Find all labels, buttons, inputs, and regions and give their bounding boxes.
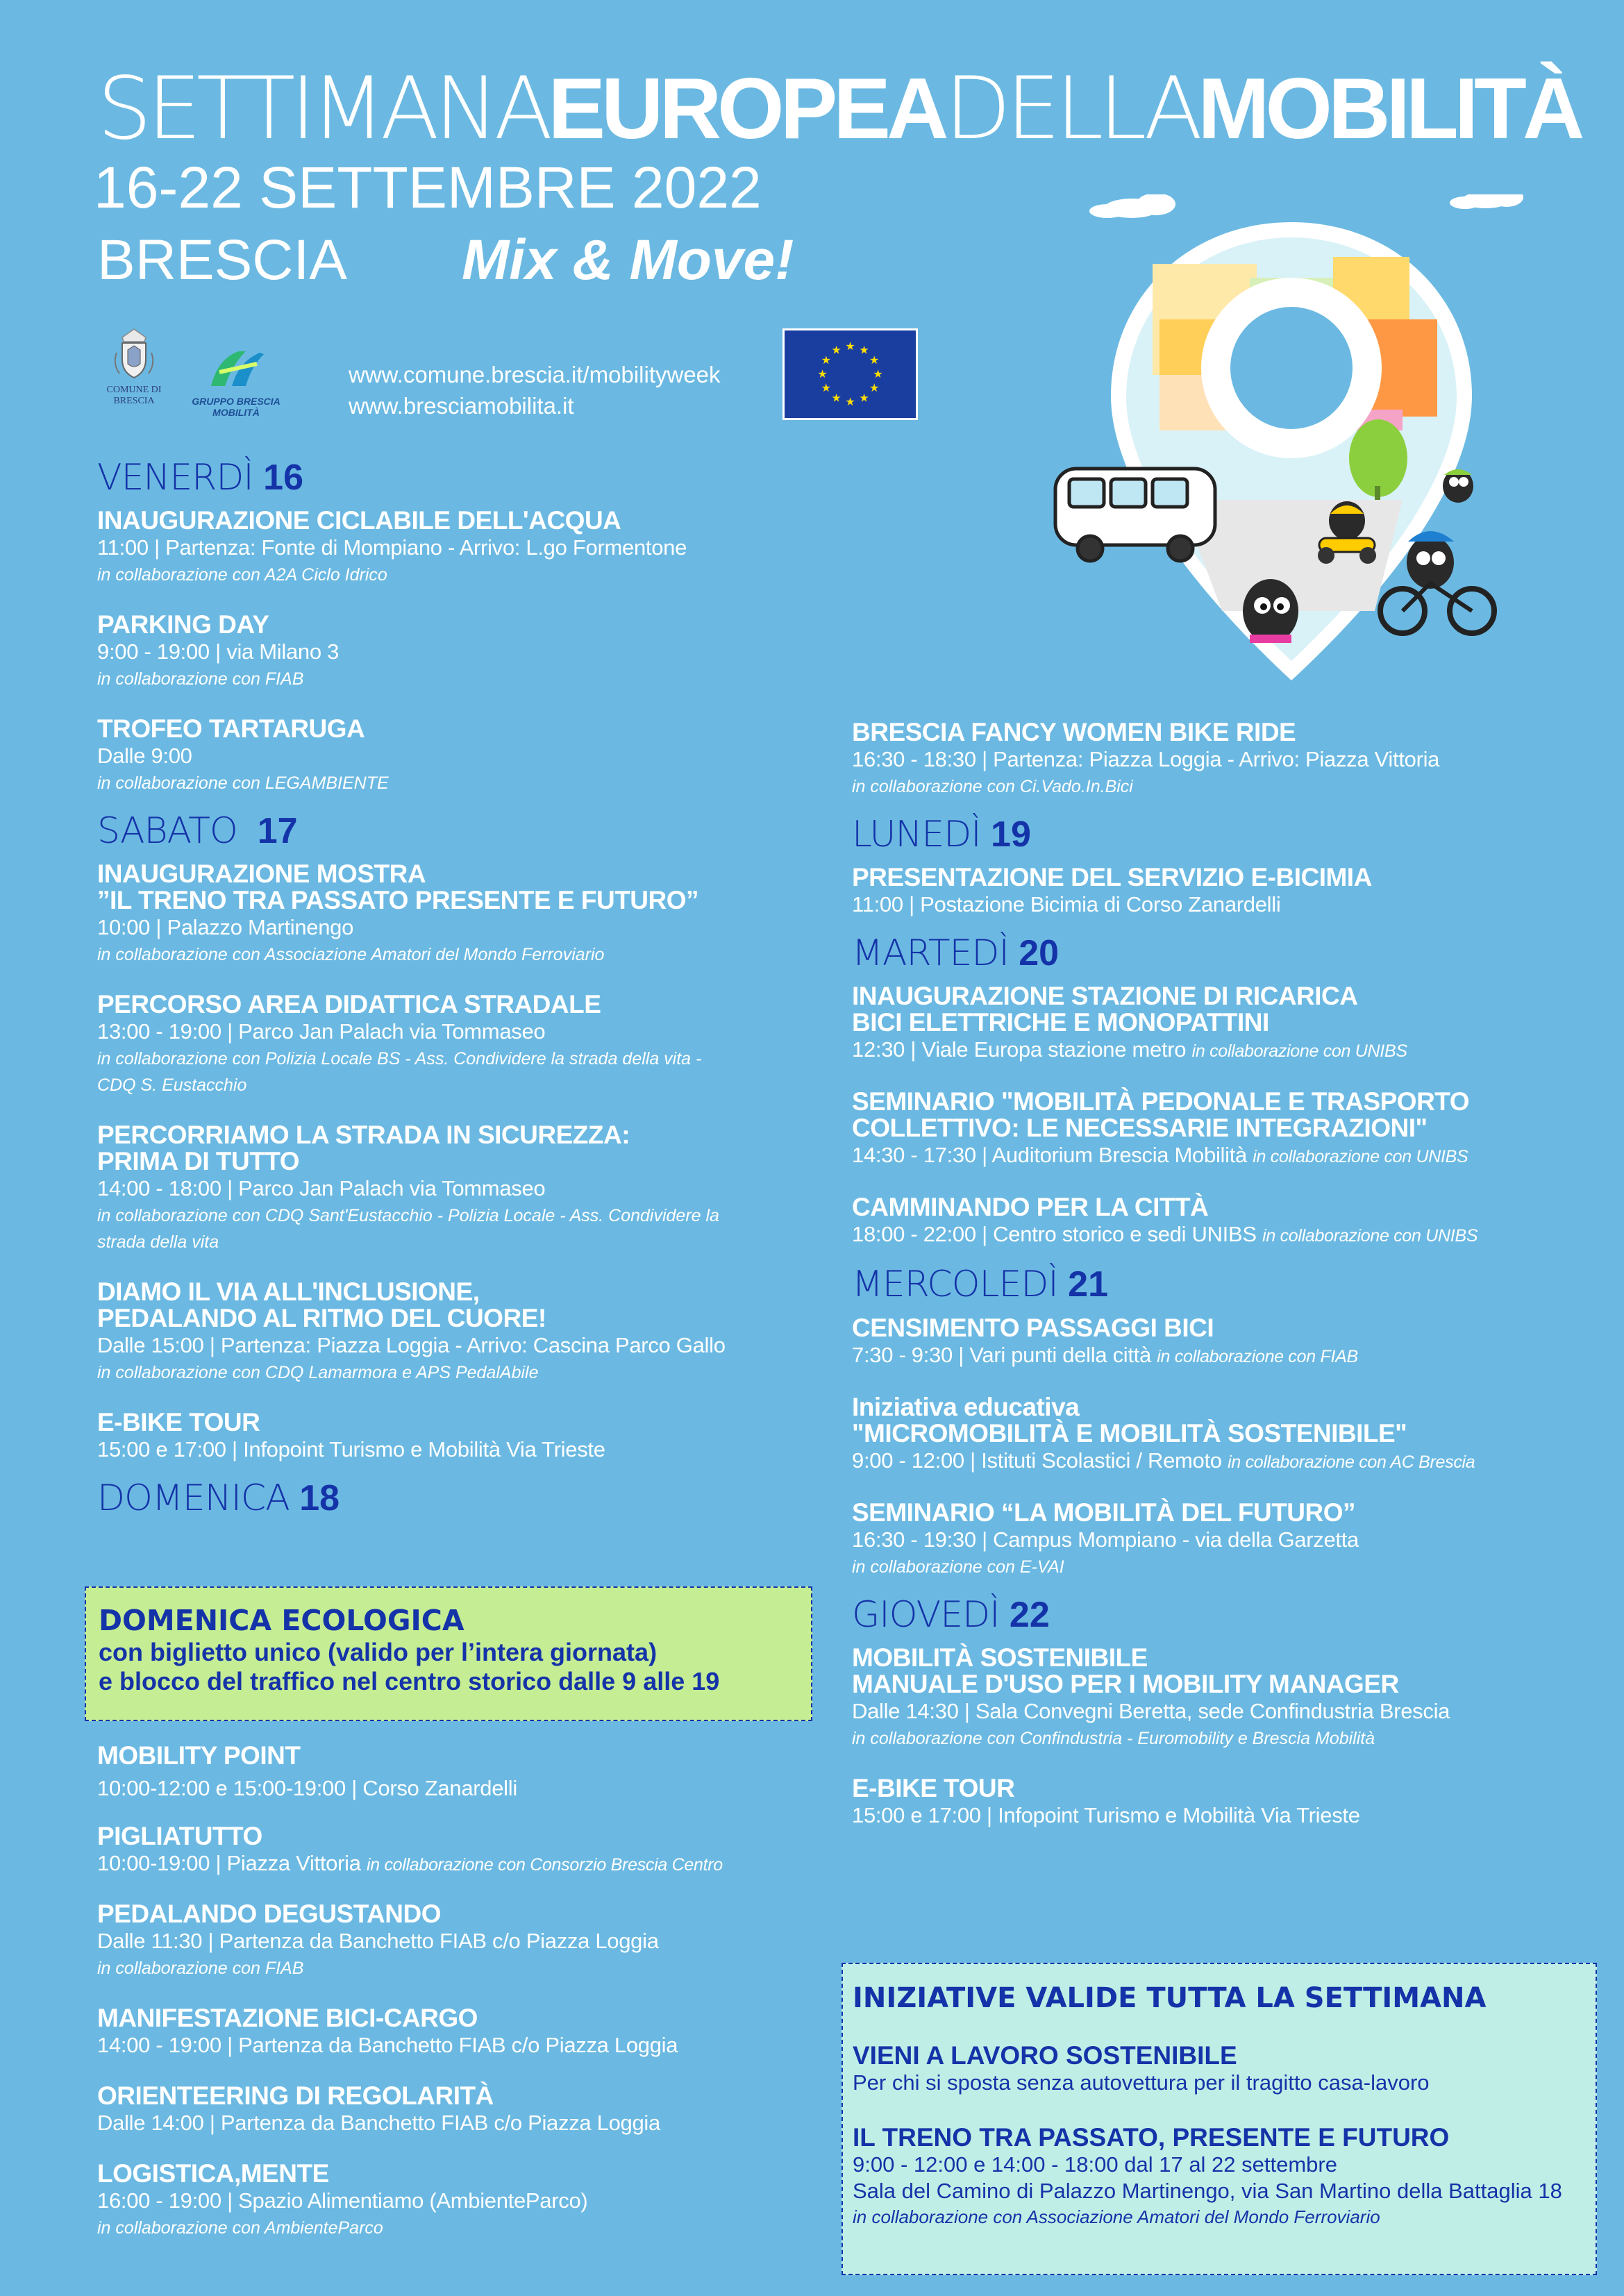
eu-star-icon: ★ xyxy=(817,369,828,380)
domenica-ecologica-box xyxy=(85,1586,812,1721)
logos xyxy=(103,325,290,419)
event-info xyxy=(97,1850,812,1879)
box-line: e blocco del traffico nel centro storico dalle 9 alle 19 xyxy=(99,1667,720,1695)
day-name: VENERDÌ xyxy=(97,457,253,498)
event xyxy=(97,861,812,968)
eu-star-icon: ★ xyxy=(869,383,880,394)
day-name: DOMENICA xyxy=(97,1477,290,1520)
event-title: PEDALANDO AL RITMO DEL CUORE! xyxy=(97,1304,546,1333)
logo-gruppo-label: GRUPPO BRESCIA MOBILITÀ xyxy=(192,396,281,418)
event xyxy=(97,2083,812,2137)
event-info-text: 9:00 - 12:00 | Istituti Scolastici / Remoto xyxy=(852,1448,1222,1473)
event-collab: in collaborazione con E-VAI xyxy=(852,1557,1064,1577)
event-info: 11:00 | Partenza: Fonte di Mompiano - Arrivo: L.go Formentone xyxy=(97,535,687,560)
event xyxy=(852,1394,1567,1476)
event-collab: in collaborazione con A2A Ciclo Idrico xyxy=(97,565,387,585)
event-title: PRIMA DI TUTTO xyxy=(97,1147,300,1176)
event xyxy=(852,1645,1567,1752)
event-collab: in collaborazione con Ci.Vado.In.Bici xyxy=(852,777,1133,796)
event-title: SEMINARIO “LA MOBILITÀ DEL FUTURO” xyxy=(852,1498,1356,1527)
event-info: Dalle 15:00 | Partenza: Piazza Loggia - Arrivo: Cascina Parco Gallo xyxy=(97,1333,726,1358)
event-info: 11:00 | Postazione Bicimia di Corso Zanardelli xyxy=(852,892,1281,917)
location-pin-illustration xyxy=(1041,194,1548,694)
event-title: PEDALANDO DEGUSTANDO xyxy=(97,1900,441,1928)
event-info: 16:30 - 19:30 | Campus Mompiano - via della Garzetta xyxy=(852,1527,1359,1552)
day-heading-venerdi xyxy=(97,458,812,498)
day-name: MERCOLEDÌ xyxy=(852,1264,1058,1306)
city-name: BRESCIA xyxy=(97,228,347,292)
section-collab: in collaborazione con Associazione Amatori del Mondo Ferroviario xyxy=(853,2206,1380,2227)
event-title: INAUGURAZIONE STAZIONE DI RICARICA xyxy=(852,982,1358,1011)
link-comune[interactable]: www.comune.brescia.it/mobilityweek xyxy=(349,362,721,387)
eu-star-icon: ★ xyxy=(869,355,880,367)
event-title: PERCORRIAMO LA STRADA IN SICUREZZA: xyxy=(97,1121,630,1150)
event-info-text: 18:00 - 22:00 | Centro storico e sedi UNIBS xyxy=(852,1222,1257,1247)
event-collab: in collaborazione con AC Brescia xyxy=(1228,1452,1475,1472)
eu-star-icon: ★ xyxy=(845,396,855,408)
event-collab: in collaborazione con FIAB xyxy=(97,669,304,689)
eu-star-icon: ★ xyxy=(831,344,842,357)
box-line: con biglietto unico (valido per l’intera giornata) xyxy=(99,1638,658,1666)
day-number: 20 xyxy=(1019,933,1060,974)
event-info: 14:00 - 19:00 | Partenza da Banchetto FIAB c/o Piazza Loggia xyxy=(97,2033,678,2057)
section-info: Sala del Camino di Palazzo Martinengo, via San Martino della Battaglia 18 xyxy=(853,2179,1562,2203)
title-part: DELLA xyxy=(944,59,1198,159)
event xyxy=(97,1901,812,1981)
event-dates: 16-22 SETTEMBRE 2022 xyxy=(94,155,762,220)
title-part: EUROPEA xyxy=(548,61,945,157)
eu-star-icon: ★ xyxy=(845,341,855,353)
event-info: 15:00 e 17:00 | Infopoint Turismo e Mobilità Via Trieste xyxy=(97,1437,605,1462)
event xyxy=(97,716,812,796)
eu-flag-icon xyxy=(782,328,918,420)
event xyxy=(852,864,1567,919)
event-info: 9:00 - 19:00 | via Milano 3 xyxy=(97,639,340,664)
eu-star-icon: ★ xyxy=(873,369,883,380)
event-title: INAUGURAZIONE CICLABILE DELL'ACQUA xyxy=(97,506,621,535)
event-title: BICI ELETTRICHE E MONOPATTINI xyxy=(852,1008,1269,1037)
event xyxy=(97,1279,812,1386)
eu-star-icon: ★ xyxy=(831,392,842,405)
eu-star-icon: ★ xyxy=(821,383,832,394)
eu-star-icon: ★ xyxy=(859,344,869,357)
event xyxy=(852,1775,1567,1829)
event-info xyxy=(852,1036,1567,1065)
left-column xyxy=(97,458,812,1529)
event-info-text: 14:30 - 17:30 | Auditorium Brescia Mobilità xyxy=(852,1143,1247,1168)
day-heading-martedi xyxy=(852,934,1567,973)
event-info-text: 12:30 | Viale Europa stazione metro xyxy=(852,1037,1187,1062)
event-info: 10:00-12:00 e 15:00-19:00 | Corso Zanardelli xyxy=(97,1776,517,1800)
event xyxy=(852,1500,1567,1580)
event-collab: strada della vita xyxy=(97,1232,219,1252)
event-title: CENSIMENTO PASSAGGI BICI xyxy=(852,1313,1214,1342)
event-info: Dalle 14:00 | Partenza da Banchetto FIAB c/o Piazza Loggia xyxy=(97,2111,660,2135)
event-title: MANIFESTAZIONE BICI-CARGO xyxy=(97,2004,478,2032)
box-section xyxy=(853,2042,1586,2096)
section-info: 9:00 - 12:00 e 14:00 - 18:00 dal 17 al 22 settembre xyxy=(853,2152,1337,2177)
event xyxy=(97,2005,812,2059)
eu-star-icon: ★ xyxy=(821,355,832,367)
event-title: DIAMO IL VIA ALL'INCLUSIONE, xyxy=(97,1277,480,1307)
event-info: 13:00 - 19:00 | Parco Jan Palach via Tommaseo xyxy=(97,1019,546,1044)
event-collab: in collaborazione con FIAB xyxy=(97,1959,304,1978)
logo-comune-label: COMUNE DI BRESCIA xyxy=(106,385,162,406)
weekly-initiatives-box xyxy=(842,1963,1597,2275)
event xyxy=(852,719,1567,800)
brescia-mobilita-logo-icon xyxy=(204,344,267,393)
event-collab: in collaborazione con Consorzio Brescia Centro xyxy=(366,1855,723,1875)
event-collab: in collaborazione con LEGAMBIENTE xyxy=(97,773,389,794)
day-number: 17 xyxy=(257,811,298,852)
event-info: Dalle 11:30 | Partenza da Banchetto FIAB c/o Piazza Loggia xyxy=(97,1929,659,1953)
section-info: Per chi si sposta senza autovettura per il tragitto casa-lavoro xyxy=(853,2070,1430,2095)
box-section xyxy=(853,2124,1586,2229)
event-collab: in collaborazione con FIAB xyxy=(1157,1346,1358,1366)
event-info: 14:00 - 18:00 | Parco Jan Palach via Tommaseo xyxy=(97,1176,546,1201)
event-collab: CDQ S. Eustacchio xyxy=(97,1075,247,1096)
event-title: COLLETTIVO: LE NECESSARIE INTEGRAZIONI" xyxy=(852,1114,1428,1143)
event-title: BRESCIA FANCY WOMEN BIKE RIDE xyxy=(852,718,1296,746)
event-collab: in collaborazione con UNIBS xyxy=(1262,1226,1478,1246)
title-part: SETTIMANA xyxy=(97,59,549,159)
event-collab: in collaborazione con Confindustria - Euromobility e Brescia Mobilità xyxy=(852,1728,1375,1748)
day-name: GIOVEDÌ xyxy=(852,1593,1000,1636)
event-title: PRESENTAZIONE DEL SERVIZIO E-BICIMIA xyxy=(852,863,1372,892)
day-name: MARTEDÌ xyxy=(852,932,1009,975)
section-title: IL TRENO TRA PASSATO, PRESENTE E FUTURO xyxy=(853,2123,1450,2152)
event-title: E-BIKE TOUR xyxy=(97,1408,260,1437)
title-part: MOBILITÀ xyxy=(1198,61,1581,157)
event-title: PIGLIATUTTO xyxy=(97,1822,262,1850)
event-title: MANUALE D'USO PER I MOBILITY MANAGER xyxy=(852,1669,1399,1698)
event xyxy=(97,508,812,588)
day-number: 16 xyxy=(263,458,303,498)
event-title: Iniziativa educativa xyxy=(852,1392,1080,1421)
day-number: 22 xyxy=(1009,1594,1050,1635)
event-collab: in collaborazione con AmbienteParco xyxy=(97,2218,383,2238)
day-heading-giovedi xyxy=(852,1595,1567,1635)
event-info: 10:00 | Palazzo Martinengo xyxy=(97,915,354,940)
web-links xyxy=(349,359,721,421)
day-name: SABATO xyxy=(97,810,237,853)
day-heading-mercoledi xyxy=(852,1265,1567,1305)
event-info: Dalle 9:00 xyxy=(97,744,192,769)
event-title: PERCORSO AREA DIDATTICA STRADALE xyxy=(97,990,601,1019)
comune-brescia-crest-icon xyxy=(103,325,165,380)
event-title: MOBILITY POINT xyxy=(97,1741,301,1770)
link-bresciamobilita[interactable]: www.bresciamobilita.it xyxy=(349,393,574,419)
event-title: TROFEO TARTARUGA xyxy=(97,714,365,744)
event-info-text: 10:00-19:00 | Piazza Vittoria xyxy=(97,1851,361,1875)
event-info xyxy=(852,1221,1567,1250)
event xyxy=(852,983,1567,1065)
event-title: CAMMINANDO PER LA CITTÀ xyxy=(852,1193,1209,1222)
box-title: INIZIATIVE VALIDE TUTTA LA SETTIMANA xyxy=(853,1982,1487,2014)
event-title: INAUGURAZIONE MOSTRA xyxy=(97,860,426,889)
page-title xyxy=(97,59,1581,159)
event-collab: in collaborazione con UNIBS xyxy=(1253,1147,1468,1167)
event xyxy=(97,1409,812,1464)
event-info xyxy=(852,1341,1567,1371)
event-info xyxy=(852,1141,1567,1171)
event-collab: in collaborazione con CDQ Lamarmora e APS PedalAbile xyxy=(97,1363,539,1383)
event-collab: in collaborazione con Polizia Locale BS - Ass. Condividere la strada della vita - xyxy=(97,1049,702,1069)
right-column xyxy=(852,719,1567,1853)
eu-star-icon: ★ xyxy=(859,392,869,405)
event xyxy=(97,1122,812,1255)
event-collab: in collaborazione con CDQ Sant'Eustacchio - Polizia Locale - Ass. Condividere la xyxy=(97,1206,719,1226)
event xyxy=(97,2161,812,2241)
event-info-text: 7:30 - 9:30 | Vari punti della città xyxy=(852,1342,1151,1367)
event-title: ORIENTEERING DI REGOLARITÀ xyxy=(97,2081,494,2110)
event xyxy=(852,1089,1567,1171)
event xyxy=(97,991,812,1098)
day-heading-domenica xyxy=(97,1479,812,1518)
event-info: Dalle 14:30 | Sala Convegni Beretta, sede Confindustria Brescia xyxy=(852,1698,1450,1723)
left-column-domenica xyxy=(97,1743,812,2241)
event-title: SEMINARIO "MOBILITÀ PEDONALE E TRASPORTO xyxy=(852,1087,1470,1116)
day-name: LUNEDÌ xyxy=(852,814,981,855)
event-collab: in collaborazione con UNIBS xyxy=(1191,1041,1407,1062)
event-title: LOGISTICA,MENTE xyxy=(97,2159,329,2188)
event-title: MOBILITÀ SOSTENIBILE xyxy=(852,1643,1148,1672)
day-heading-sabato xyxy=(97,812,812,851)
event-info: 16:00 - 19:00 | Spazio Alimentiamo (AmbienteParco) xyxy=(97,2188,588,2213)
event-info: 15:00 e 17:00 | Infopoint Turismo e Mobilità Via Trieste xyxy=(852,1802,1360,1827)
box-title: DOMENICA ECOLOGICA xyxy=(99,1604,464,1637)
day-number: 19 xyxy=(991,814,1031,855)
event-info: 16:30 - 18:30 | Partenza: Piazza Loggia - Arrivo: Piazza Vittoria xyxy=(852,747,1440,771)
event-collab: in collaborazione con Associazione Amatori del Mondo Ferroviario xyxy=(97,945,605,965)
event xyxy=(97,612,812,692)
event-title: E-BIKE TOUR xyxy=(852,1773,1015,1802)
event-info xyxy=(852,1447,1567,1476)
event-title: "MICROMOBILITÀ E MOBILITÀ SOSTENIBILE" xyxy=(852,1418,1407,1448)
day-number: 18 xyxy=(299,1478,340,1519)
motto: Mix & Move! xyxy=(462,228,794,292)
event xyxy=(97,1823,812,1879)
event xyxy=(97,1743,812,1802)
day-number: 21 xyxy=(1068,1264,1108,1305)
day-heading-lunedi xyxy=(852,815,1567,855)
event xyxy=(852,1315,1567,1371)
event xyxy=(852,1194,1567,1250)
section-title: VIENI A LAVORO SOSTENIBILE xyxy=(853,2041,1237,2070)
event-title: PARKING DAY xyxy=(97,610,269,639)
event-title: ”IL TRENO TRA PASSATO PRESENTE E FUTURO” xyxy=(97,886,699,915)
